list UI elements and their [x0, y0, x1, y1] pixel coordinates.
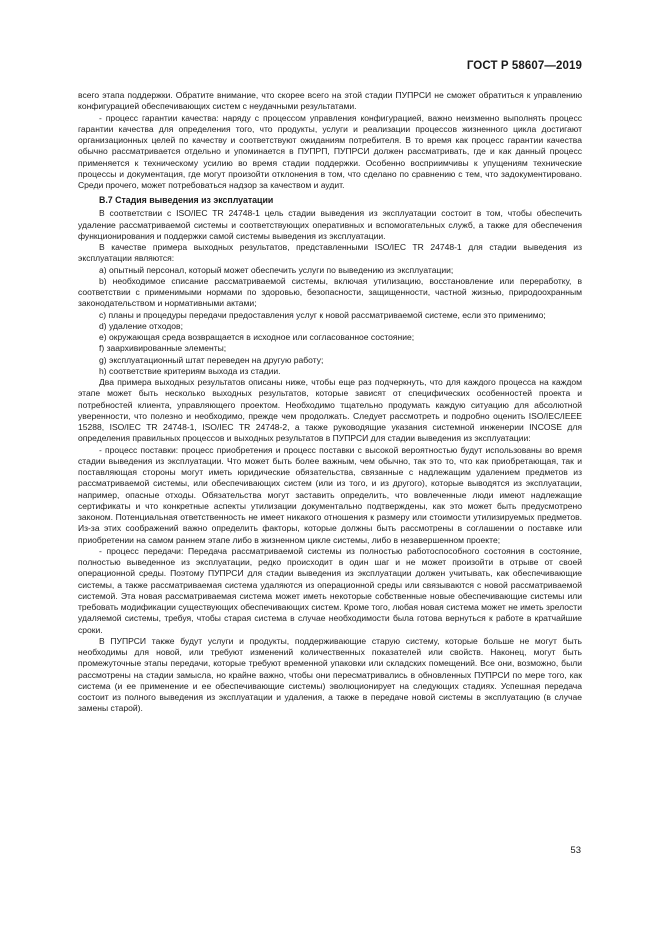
- paragraph: В соответствии с ISO/IEC TR 24748-1 цель стадии выведения из эксплуатации состоит в том, чтобы обеспечить удаление рассматриваемой системы и соответствующих оперативных и вспомогательных служб, а также для обеспечения функционирования и поддержки самой системы выведения из эксплуатации.: [78, 208, 582, 241]
- paragraph: всего этапа поддержки. Обратите внимание, что скорее всего на этой стадии ПУПРСИ не сможет обратиться к управлению конфигурацией обеспечивающих систем с неудачными результатами.: [78, 90, 582, 112]
- paragraph: - процесс гарантии качества: наряду с процессом управления конфигурацией, важно неизменно выполнять процесс гарантии качества для определения того, что продукты, услуги и реализации процессов жизненного цикла достигают организационных целей по качеству и соответствуют ожиданиям потребителя. В то время как процесс гарантии качества обычно рассматривается отдельно и упоминается в ПУПРП, ПУПРСИ должен рассматривать, где и как данный процесс применяется к техническому усилию во время стадии поддержки. Особенно восприимчивы к упущениям технические процессы и документация, где могут произойти отклонения в том, что сделано по сравнению с тем, что задокументировано. Среди прочего, может потребоваться надзор за качеством и аудит.: [78, 112, 582, 190]
- list-item: c) планы и процедуры передачи предоставления услуг к новой рассматриваемой системе, если это применимо;: [99, 309, 546, 320]
- document-body: [78, 90, 582, 715]
- document-id-header: ГОСТ Р 58607—2019: [466, 60, 582, 72]
- paragraph: В ПУПРСИ также будут услуги и продукты, поддерживающие старую систему, которые больше не могут быть необходимы для новой, или требуют изменений количественных показателей или свойств. Наконец, могут быть промежуточные этапы передачи, которые требуют временной упаковки или складских помещений. Все они, возможно, были рассмотрены на стадии замысла, но крайне важно, чтобы они пересматривались в обновленных ПУПРСИ по мере того, как система (и ее применение и ее обеспечивающие системы) эволюционирует на следующих стадиях. Успешная передача состоит из полного выведения из эксплуатации и удаления, а также в передаче новой системы в эксплуатацию (в случае замены старой).: [78, 635, 582, 714]
- paragraph: Два примера выходных результатов описаны ниже, чтобы еще раз подчеркнуть, что для каждого процесса на каждом этапе может быть несколько выходных результатов, которые зависят от специфических особенностей проекта и потребностей клиента, управляющего проектом. Необходимо тщательно продумать каждую ситуацию для абсолютной уверенности, что полезно и необходимо, прежде чем продолжать. Следует рассмотреть и подробно оценить ISO/IEC/IEEE 15288, ISO/IEC TR 24748-1, ISO/IEC TR 24748-2, а также руководящие указания системной инженерии INCOSE для определения правильных процессов и выходных результатов в ПУПРСИ для стадии выведения из эксплуатации:: [78, 377, 582, 444]
- paragraph: - процесс поставки: процесс приобретения и процесс поставки с высокой вероятностью будут использованы во время стадии выведения из эксплуатации. Что может быть более важным, чем обычно, так это то, что как приобретающая, так и поставляющая стороны могут иметь юридические обязательства, связанные с надлежащим удалением предметов из рассматриваемой системы, или обеспечивающих систем (или из того, и из другого), которые выводятся из эксплуатации, например, опасные отходы. Обязательства могут заставить определить, что вовлеченные люди имеют надлежащие сертификаты и что конкретные аспекты утилизации документально подтверждены, как это может быть предусмотрено законом. Потенциальная ответственность не имеет никакого отношения к размеру или стоимости утилизируемых предметов. Из-за этих соображений важно определить факторы, которые должны быть рассмотрены в соглашении о поставке или приобретении на самом раннем этапе либо в жизненном цикле системы, либо в незавершенном проекте;: [78, 444, 582, 545]
- list-item: h) соответствие критериям выхода из стадии.: [99, 365, 281, 376]
- section-heading: В.7 Стадия выведения из эксплуатации: [99, 195, 274, 206]
- list-item: b) необходимое списание рассматриваемой системы, включая утилизацию, восстановление или переработку, в соответствии с применимыми нормами по здоровью, безопасности, защищенности, частной жизнью, природоохранным законодательством и нормативными актами;: [78, 275, 582, 309]
- paragraph: В качестве примера выходных результатов, представленными ISO/IEC TR 24748-1 для стадии выведения из эксплуатации являются:: [78, 242, 582, 264]
- list-item: a) опытный персонал, который может обеспечить услуги по выведению из эксплуатации;: [99, 264, 454, 275]
- list-item: g) эксплуатационный штат переведен на другую работу;: [99, 354, 324, 365]
- paragraph: - процесс передачи: Передача рассматриваемой системы из полностью работоспособного состояния в состояние, полностью выведенное из эксплуатации, редко происходит в один шаг и не может произойти в отрыве от своей операционной среды. Поэтому ПУПРСИ для стадии выведения из эксплуатации должен учитывать, как обеспечивающие системы, а также рассматриваемая система удаляются из операционной среды или связываются с новой рассматриваемой системой. Эта новая рассматриваемая система может иметь некоторые собственные новые обеспечивающие системы или требовать модификации существующих обеспечивающих систем. Кроме того, любая новая система может не иметь зрелости удаляемой системы, требуя, чтобы старая система в случае необходимости была готова вернуться к работе в кратчайшие сроки.: [78, 545, 582, 635]
- list-item: d) удаление отходов;: [99, 320, 183, 331]
- list-item: f) заархивированные элементы;: [99, 343, 227, 354]
- page-number: 53: [570, 845, 581, 856]
- list-item: e) окружающая среда возвращается в исходное или согласованное состояние;: [99, 332, 415, 342]
